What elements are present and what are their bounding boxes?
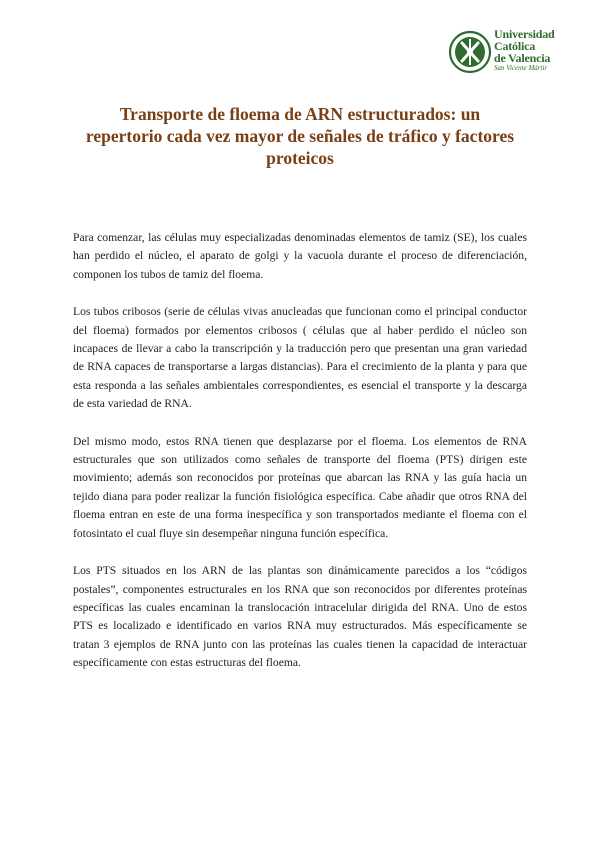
paragraph: Los PTS situados en los ARN de las plantas son dinámicamente parecidos a los “códigos postales”, componentes estructurales en los RNA que son reconocidos por diferentes proteínas específicas las cuales encaminan la translocación intracelular dirigida del RNA. Uno de estos PTS es localizado e identificado en varios RNA muy estructurados. Más específicamente se tratan 3 ejemplos de RNA junto con las proteínas las cuales tienen la capacidad de interactuar específicamente con estas estructuras del floema.	[73, 564, 527, 670]
logo-line-2: Católica	[494, 39, 536, 53]
logo-line-3: de Valencia	[494, 51, 551, 65]
university-logo	[448, 28, 568, 78]
paragraph: Para comenzar, las células muy especializadas denominadas elementos de tamiz (SE), los cuales han perdido el núcleo, el aparato de golgi y la vacuola durante el proceso de diferenciación, componen los tubos de tamiz del floema.	[73, 231, 527, 281]
document-title: Transporte de floema de ARN estructurados: un repertorio cada vez mayor de señales de tráfico y factores proteicos	[85, 104, 515, 168]
document-body	[73, 229, 527, 692]
university-emblem-icon	[448, 30, 492, 74]
logo-line-1: Universidad	[494, 27, 555, 41]
logo-line-4: San Vicente Mártir	[494, 64, 548, 72]
logo-wordmark	[494, 28, 554, 72]
paragraph: Del mismo modo, estos RNA tienen que desplazarse por el floema. Los elementos de RNA estructurales que son utilizados como señales de transporte del floema (PTS) dirigen este movimiento; además son reconocidos por proteínas que abarcan las RNA y las guía hacia un tejido diana para poder realizar la función fisiológica específica. Cabe añadir que otros RNA del floema entran en este de una forma inespecífica y son transportados mediante el floema con el fotosintato el cual fluye sin desempeñar ninguna función específica.	[73, 434, 527, 540]
paragraph: Los tubos cribosos (serie de células vivas anucleadas que funcionan como el principal conductor del floema) formados por elementos cribosos ( células que al haber perdido el núcleo son incapaces de llevar a cabo la transcripción y la traducción pero que presentan una gran variedad de RNA capaces de transportarse a largas distancias). Para el crecimiento de la planta y para que esta responda a las señales ambientales correspondientes, es esencial el transporte y la descarga de esta variedad de RNA.	[73, 305, 527, 411]
